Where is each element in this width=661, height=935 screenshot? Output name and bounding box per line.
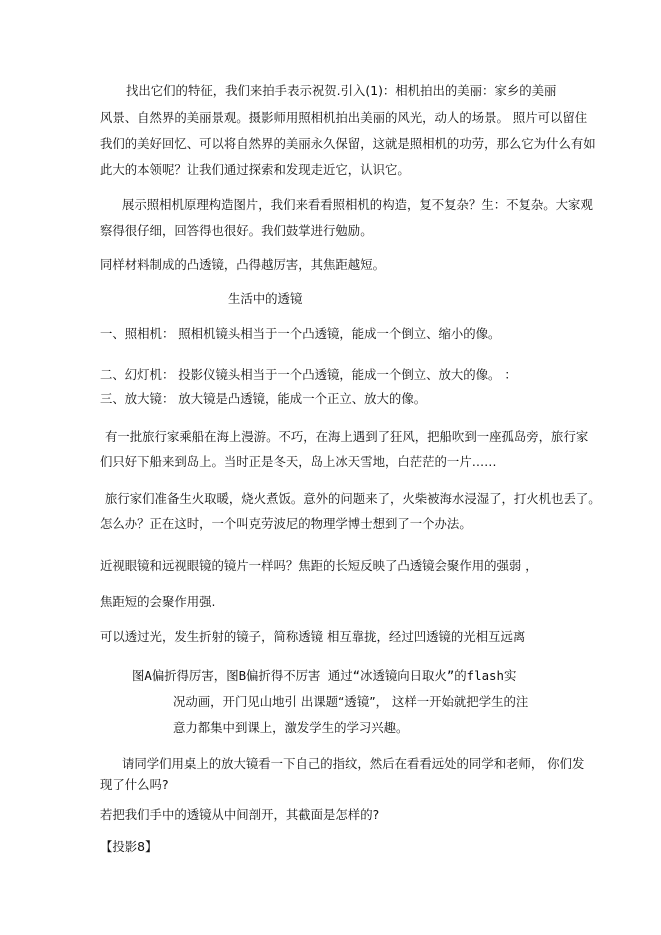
paragraph-fingerprint-line-2: 现了什么吗?	[100, 777, 169, 792]
story-line-1: 有一批旅行家乘船在海上漫游。不巧，在海上遇到了狂风，把船吹到一座孤岛旁，旅行家	[105, 429, 589, 444]
paragraph-camera-structure-line-2: 察得很仔细，回答得也很好。我们鼓掌进行勉励。	[100, 223, 373, 238]
paragraph-camera-structure-line-1: 展示照相机原理构造图片，我们来看看照相机的构造，复不复杂？生：不复杂。大家观	[122, 197, 593, 212]
paragraph-flash-line-2: 况动画，开门见山地引 出课题“透镜”， 这样一开始就把学生的注	[173, 694, 529, 709]
list-item-projector: 二、幻灯机： 投影仪镜头相当于一个凸透镜，能成一个倒立、放大的像。 ：	[100, 367, 517, 382]
paragraph-glasses-line-2: 焦距短的会聚作用强.	[100, 594, 216, 609]
paragraph-convex-lens-focal: 同样材料制成的凸透镜，凸得越厉害，其焦距越短。	[100, 257, 385, 272]
paragraph-flash-line-1: 图A偏折得厉害，图B偏折得不厉害 通过“冰透镜向日取火”的flash实	[132, 668, 517, 683]
section-heading-lenses-in-life: 生活中的透镜	[228, 291, 303, 306]
paragraph-glasses-line-1: 近视眼镜和远视眼镜的镜片一样吗？焦距的长短反映了凸透镜会聚作用的强弱 ，	[100, 558, 538, 573]
paragraph-cross-section: 若把我们手中的透镜从中间剖开，其截面是怎样的?	[100, 807, 380, 822]
story-line-3: 旅行家们准备生火取暖，烧火煮饭。意外的问题来了，火柴被海水浸湿了，打火机也丢了。	[105, 491, 601, 506]
paragraph-fingerprint-line-1: 请同学们用桌上的放大镜看一下自己的指纹，然后在看看远处的同学和老师， 你们发	[122, 756, 585, 771]
story-line-2: 们只好下船来到岛上。当时正是冬天，岛上冰天雪地，白茫茫的一片……	[100, 454, 497, 469]
story-line-4: 怎么办？正在这时，一个叫克劳波尼的物理学博士想到了一个办法。	[100, 516, 472, 531]
paragraph-flash-line-3: 意力都集中到课上，激发学生的学习兴趣。	[173, 720, 409, 735]
list-item-magnifier: 三、放大镜： 放大镜是凸透镜，能成一个正立、放大的像。	[100, 391, 427, 406]
paragraph-intro-line-4: 此大的本领呢？让我们通过探索和发现走近它，认识它。	[100, 162, 410, 177]
paragraph-intro-line-2: 风景、自然界的美丽景观。摄影师用照相机拍出美丽的风光，动人的场景。 照片可以留住	[100, 110, 588, 125]
paragraph-intro-line-1: 找出它们的特征，我们来拍手表示祝贺.引入(1)：相机拍出的美丽：家乡的美丽	[126, 83, 557, 98]
paragraph-intro-line-3: 我们的美好回忆、可以将自然界的美丽永久保留，这就是照相机的功劳，那么它为什么有如	[100, 136, 596, 151]
projection-label: 【投影8】	[100, 839, 158, 854]
paragraph-lens-definition: 可以透过光，发生折射的镜子，简称透镜 相互靠拢，经过凹透镜的光相互远离	[100, 629, 526, 644]
list-item-camera: 一、照相机： 照相机镜头相当于一个凸透镜，能成一个倒立、缩小的像。	[100, 326, 501, 341]
